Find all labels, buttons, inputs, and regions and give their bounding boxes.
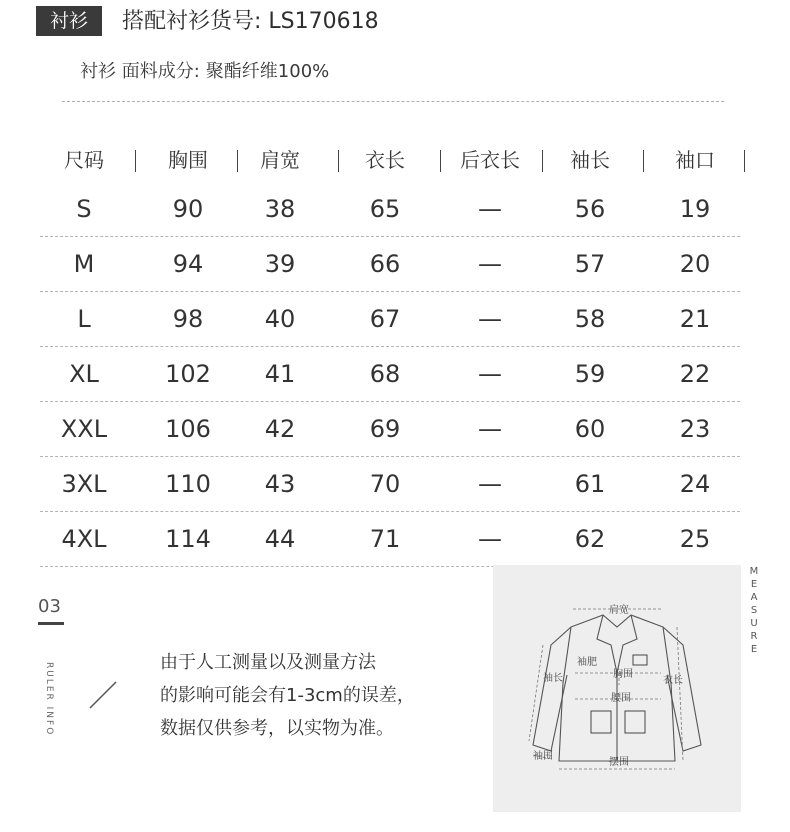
value-cell: 98 [172, 305, 204, 333]
size-cell: M [73, 250, 95, 278]
product-title: 搭配衬衫货号: LS170618 [122, 9, 379, 34]
size-cell: S [76, 195, 92, 223]
note-line: 的影响可能会有1-3cm的误差， [160, 685, 415, 706]
note-line: 由于人工测量以及测量方法 [160, 652, 376, 673]
label-sleeve-length: 袖长 [543, 673, 563, 684]
fabric-composition [80, 58, 329, 86]
column-header: 胸围 [168, 148, 208, 172]
table-row [40, 457, 740, 512]
size-cell: 3XL [61, 470, 107, 498]
column-header: 衣长 [365, 148, 405, 172]
column-separator [643, 150, 644, 172]
label-waist: 腰围 [611, 693, 631, 704]
label-shoulder: 肩宽 [609, 605, 629, 616]
label-chest: 胸围 [613, 669, 633, 680]
measurement-note [160, 646, 480, 745]
table-row [40, 237, 740, 292]
measure-letter: U [750, 618, 758, 629]
table-row [40, 292, 740, 347]
value-cell: 60 [574, 415, 606, 443]
value-cell: 43 [264, 470, 296, 498]
column-header: 肩宽 [260, 148, 300, 172]
column-header: 袖口 [675, 148, 715, 172]
value-cell: 102 [165, 360, 211, 388]
column-header: 尺码 [64, 148, 104, 172]
column-separator [237, 150, 238, 172]
section-underline [38, 622, 64, 625]
value-cell: 21 [679, 305, 711, 333]
measure-diagram [493, 565, 741, 812]
value-cell: 62 [574, 525, 606, 553]
measure-side-label [749, 565, 759, 656]
label-sleeve-width: 袖肥 [577, 657, 597, 668]
value-cell: 25 [679, 525, 711, 553]
value-cell: 110 [165, 470, 211, 498]
column-separator [440, 150, 441, 172]
table-header [40, 138, 740, 182]
fabric-label: 衬衫 面料成分: [80, 61, 200, 82]
value-cell: — [478, 415, 502, 443]
value-cell: 106 [165, 415, 211, 443]
value-cell: 65 [369, 195, 401, 223]
column-header: 后衣长 [460, 148, 520, 172]
section-number: 03 [38, 596, 61, 617]
note-line: 数据仅供参考，以实物为准。 [160, 718, 394, 739]
column-separator [338, 150, 339, 172]
value-cell: 20 [679, 250, 711, 278]
column-separator [744, 150, 745, 172]
value-cell: 56 [574, 195, 606, 223]
value-cell: 61 [574, 470, 606, 498]
value-cell: 40 [264, 305, 296, 333]
value-cell: 24 [679, 470, 711, 498]
table-row [40, 347, 740, 402]
column-header: 袖长 [570, 148, 610, 172]
column-separator [135, 150, 136, 172]
size-table [40, 138, 740, 567]
measure-letter: A [750, 592, 758, 603]
value-cell: — [478, 360, 502, 388]
value-cell: 66 [369, 250, 401, 278]
value-cell: — [478, 470, 502, 498]
measure-letter: R [750, 631, 758, 642]
value-cell: 71 [369, 525, 401, 553]
table-body [40, 182, 740, 567]
table-row [40, 512, 740, 567]
ruler-info-label: RULER INFO [44, 662, 54, 737]
value-cell: 19 [679, 195, 711, 223]
size-cell: L [77, 305, 91, 333]
label-hem: 摆围 [609, 757, 629, 768]
size-cell: XL [69, 360, 99, 388]
value-cell: — [478, 525, 502, 553]
value-cell: 39 [264, 250, 296, 278]
size-cell: 4XL [61, 525, 107, 553]
label-cuff: 袖围 [533, 751, 553, 762]
column-separator [542, 150, 543, 172]
value-cell: 42 [264, 415, 296, 443]
value-cell: — [478, 250, 502, 278]
table-row [40, 182, 740, 237]
value-cell: 114 [165, 525, 211, 553]
value-cell: — [478, 305, 502, 333]
measure-letter: S [750, 605, 758, 616]
value-cell: 44 [264, 525, 296, 553]
label-length: 衣长 [663, 675, 683, 686]
value-cell: 57 [574, 250, 606, 278]
size-cell: XXL [60, 415, 108, 443]
value-cell: — [478, 195, 502, 223]
value-cell: 70 [369, 470, 401, 498]
value-cell: 41 [264, 360, 296, 388]
slash-decoration [86, 678, 122, 718]
value-cell: 69 [369, 415, 401, 443]
value-cell: 38 [264, 195, 296, 223]
measure-letter: E [750, 644, 758, 655]
value-cell: 90 [172, 195, 204, 223]
value-cell: 94 [172, 250, 204, 278]
value-cell: 22 [679, 360, 711, 388]
value-cell: 58 [574, 305, 606, 333]
value-cell: 23 [679, 415, 711, 443]
category-badge: 衬衫 [36, 6, 102, 36]
table-row [40, 402, 740, 457]
header-divider [62, 101, 724, 102]
fabric-value: 聚酯纤维100% [205, 61, 330, 82]
measure-letter: M [749, 566, 759, 577]
value-cell: 67 [369, 305, 401, 333]
value-cell: 68 [369, 360, 401, 388]
value-cell: 59 [574, 360, 606, 388]
measure-letter: E [750, 579, 758, 590]
